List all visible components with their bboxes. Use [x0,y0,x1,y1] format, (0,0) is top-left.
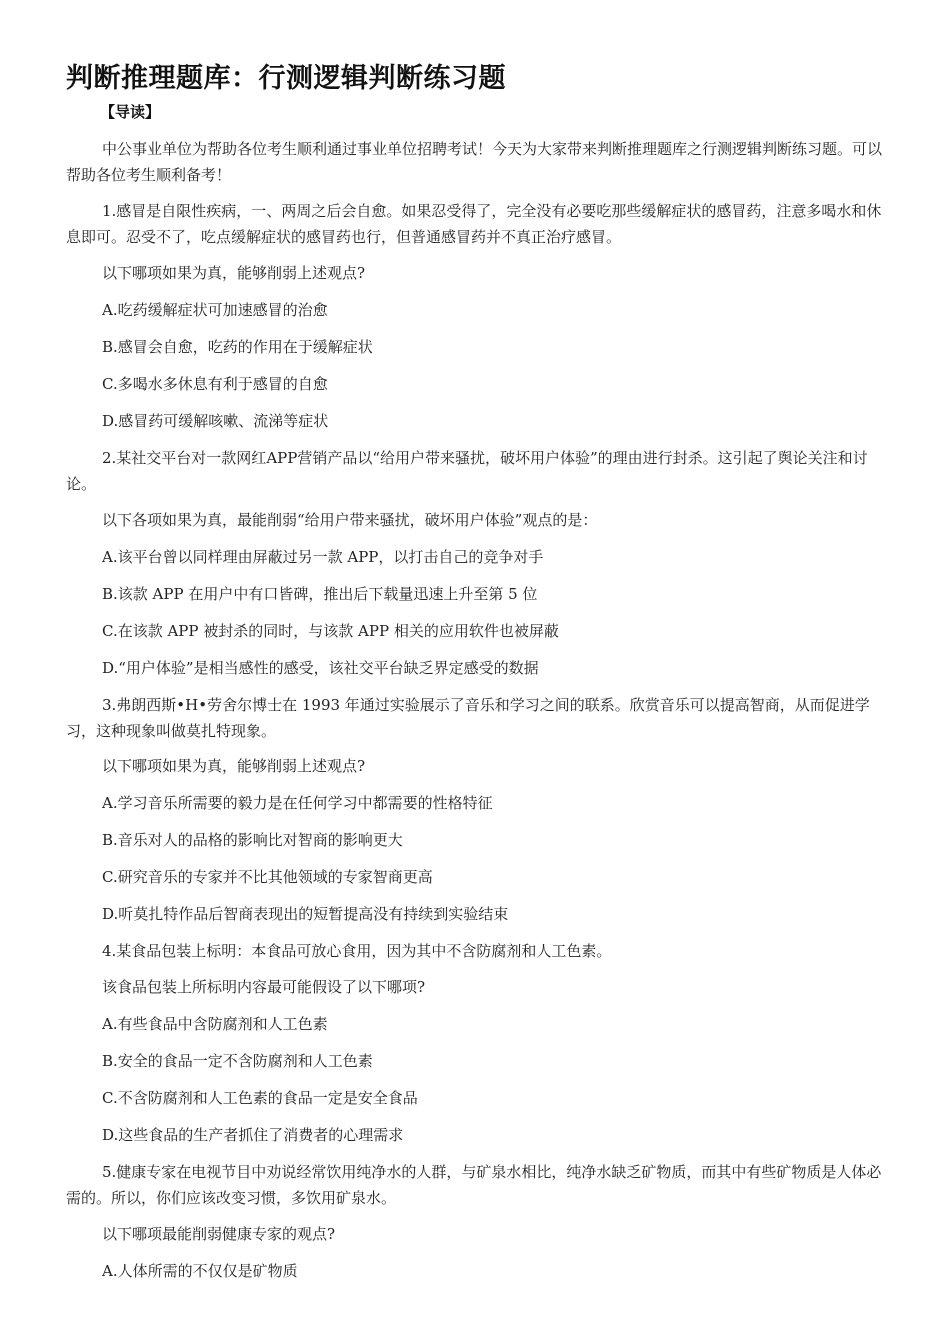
question-4-option-a: A.有些食品中含防腐剂和人工色素 [102,1015,328,1033]
question-3-option-d: D.听莫扎特作品后智商表现出的短暂提高没有持续到实验结束 [102,905,509,923]
question-4-option-b: B.安全的食品一定不含防腐剂和人工色素 [102,1052,373,1070]
question-4-option-d: D.这些食品的生产者抓住了消费者的心理需求 [102,1126,404,1144]
guide-label: 【导读】 [100,103,161,121]
question-2-option-d: D.“用户体验”是相当感性的感受，该社交平台缺乏界定感受的数据 [102,659,539,677]
question-1-option-d: D.感冒药可缓解咳嗽、流涕等症状 [102,412,329,430]
question-2-prompt: 以下各项如果为真，最能削弱“给用户带来骚扰，破坏用户体验”观点的是： [102,511,598,529]
question-2-option-c: C.在该款 APP 被封杀的同时，与该款 APP 相关的应用软件也被屏蔽 [102,622,559,640]
question-1-prompt: 以下哪项如果为真，能够削弱上述观点? [102,264,366,282]
question-2-option-a: A.该平台曾以同样理由屏蔽过另一款 APP，以打击自己的竞争对手 [102,548,544,566]
question-1-option-b: B.感冒会自愈，吃药的作用在于缓解症状 [102,338,373,356]
question-3-option-c: C.研究音乐的专家并不比其他领域的专家智商更高 [102,868,433,886]
question-5-stem: 5.健康专家在电视节目中劝说经常饮用纯净水的人群，与矿泉水相比，纯净水缺乏矿物质，而其中有些矿物质是人体必需的。所以，你们应该改变习惯，多饮用矿泉水。 [66,1163,882,1207]
question-4-prompt: 该食品包装上所标明内容最可能假设了以下哪项? [102,978,426,996]
question-1-option-c: C.多喝水多休息有利于感冒的自愈 [102,375,328,393]
question-4-stem: 4.某食品包装上标明：本食品可放心食用，因为其中不含防腐剂和人工色素。 [102,942,612,960]
question-4-option-c: C.不含防腐剂和人工色素的食品一定是安全食品 [102,1089,418,1107]
question-2-stem: 2.某社交平台对一款网红APP营销产品以“给用户带来骚扰，破坏用户体验”的理由进行封杀。这引起了舆论关注和讨论。 [66,449,868,493]
question-1-stem: 1.感冒是自限性疾病，一、两周之后会自愈。如果忍受得了，完全没有必要吃那些缓解症状的感冒药，注意多喝水和休息即可。忍受不了，吃点缓解症状的感冒药也行，但普通感冒药并不真正治疗感冒。 [66,202,882,246]
question-3-option-b: B.音乐对人的品格的影响比对智商的影响更大 [102,831,403,849]
question-5-prompt: 以下哪项最能削弱健康专家的观点? [102,1225,336,1243]
intro-paragraph: 中公事业单位为帮助各位考生顺利通过事业单位招聘考试！今天为大家带来判断推理题库之行测逻辑判断练习题。可以帮助各位考生顺利备考！ [66,140,883,184]
question-3-option-a: A.学习音乐所需要的毅力是在任何学习中都需要的性格特征 [102,794,493,812]
question-3-stem: 3.弗朗西斯•H•劳舍尔博士在 1993 年通过实验展示了音乐和学习之间的联系。欣赏音乐可以提高智商，从而促进学习，这种现象叫做莫扎特现象。 [66,696,870,740]
question-5-option-a: A.人体所需的不仅仅是矿物质 [102,1262,298,1280]
question-2-option-b: B.该款 APP 在用户中有口皆碑，推出后下载量迅速上升至第 5 位 [102,585,538,603]
page-title: 判断推理题库：行测逻辑判断练习题 [66,63,506,94]
question-1-option-a: A.吃药缓解症状可加速感冒的治愈 [102,301,328,319]
question-3-prompt: 以下哪项如果为真，能够削弱上述观点? [102,757,366,775]
